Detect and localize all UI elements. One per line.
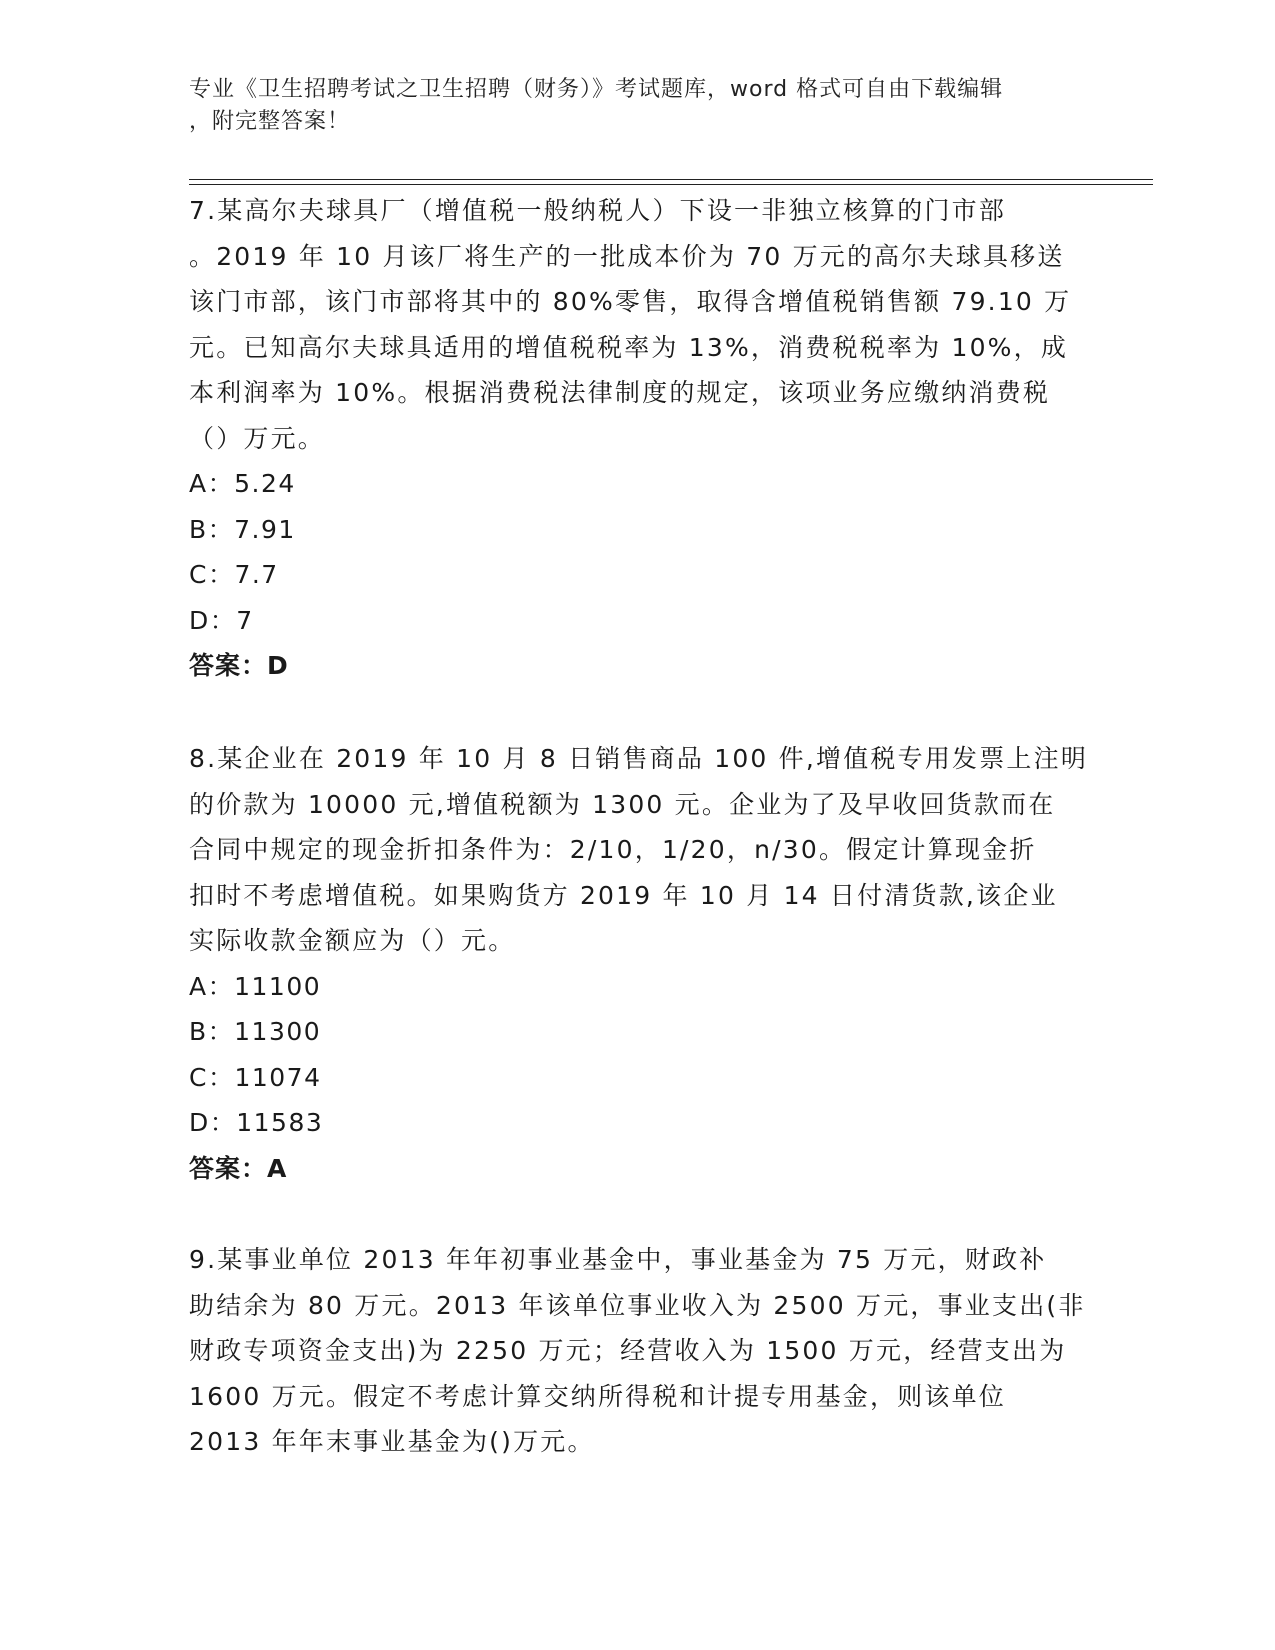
question-stem-line: （）万元。 — [189, 423, 326, 453]
option-c: C：7.7 — [189, 560, 279, 589]
question-stem-line: 。2019 年 10 月该厂将生产的一批成本价为 70 万元的高尔夫球具移送 — [189, 241, 1065, 271]
question-stem-line: 元。已知高尔夫球具适用的增值税税率为 13%，消费税税率为 10%，成 — [189, 332, 1069, 362]
question-8 — [189, 736, 1089, 1191]
question-stem-line: 8.某企业在 2019 年 10 月 8 日销售商品 100 件,增值税专用发票上注明 — [189, 744, 1089, 773]
header-divider-top — [189, 179, 1153, 180]
question-stem-line: 合同中规定的现金折扣条件为：2/10，1/20，n/30。假定计算现金折 — [189, 835, 1037, 864]
document-header — [189, 74, 1069, 138]
question-stem-line: 2013 年年末事业基金为()万元。 — [189, 1427, 595, 1456]
option-b: B：11300 — [189, 1017, 322, 1046]
header-divider-bottom — [189, 184, 1153, 185]
header-line-1: 专业《卫生招聘考试之卫生招聘（财务）》考试题库，word 格式可自由下载编辑 — [189, 77, 1004, 102]
answer-label: 答案：D — [189, 651, 289, 680]
question-stem-line: 7.某高尔夫球具厂（增值税一般纳税人）下设一非独立核算的门市部 — [189, 196, 1007, 225]
question-stem-line: 9.某事业单位 2013 年年初事业基金中，事业基金为 75 万元，财政补 — [189, 1245, 1047, 1274]
option-d: D：11583 — [189, 1108, 324, 1137]
option-a: A：5.24 — [189, 469, 296, 498]
option-b: B：7.91 — [189, 514, 296, 544]
question-stem-line: 该门市部，该门市部将其中的 80%零售，取得含增值税销售额 79.10 万 — [189, 287, 1072, 316]
answer-label: 答案：A — [189, 1153, 288, 1183]
question-stem-line: 助结余为 80 万元。2013 年该单位事业收入为 2500 万元，事业支出(非 — [189, 1290, 1086, 1320]
option-d: D：7 — [189, 605, 254, 635]
question-stem-line: 扣时不考虑增值税。如果购货方 2019 年 10 月 14 日付清货款,该企业 — [189, 880, 1058, 910]
question-7 — [189, 188, 1089, 689]
question-9 — [189, 1237, 1089, 1465]
option-a: A：11100 — [189, 971, 322, 1001]
question-stem-line: 1600 万元。假定不考虑计算交纳所得税和计提专用基金，则该单位 — [189, 1381, 1006, 1411]
question-stem-line: 财政专项资金支出)为 2250 万元；经营收入为 1500 万元，经营支出为 — [189, 1336, 1067, 1365]
option-c: C：11074 — [189, 1062, 322, 1092]
question-stem-line: 实际收款金额应为（）元。 — [189, 926, 516, 955]
header-line-2: ，附完整答案！ — [189, 109, 351, 134]
question-stem-line: 的价款为 10000 元,增值税额为 1300 元。企业为了及早收回货款而在 — [189, 789, 1056, 819]
question-stem-line: 本利润率为 10%。根据消费税法律制度的规定，该项业务应缴纳消费税 — [189, 378, 1051, 407]
